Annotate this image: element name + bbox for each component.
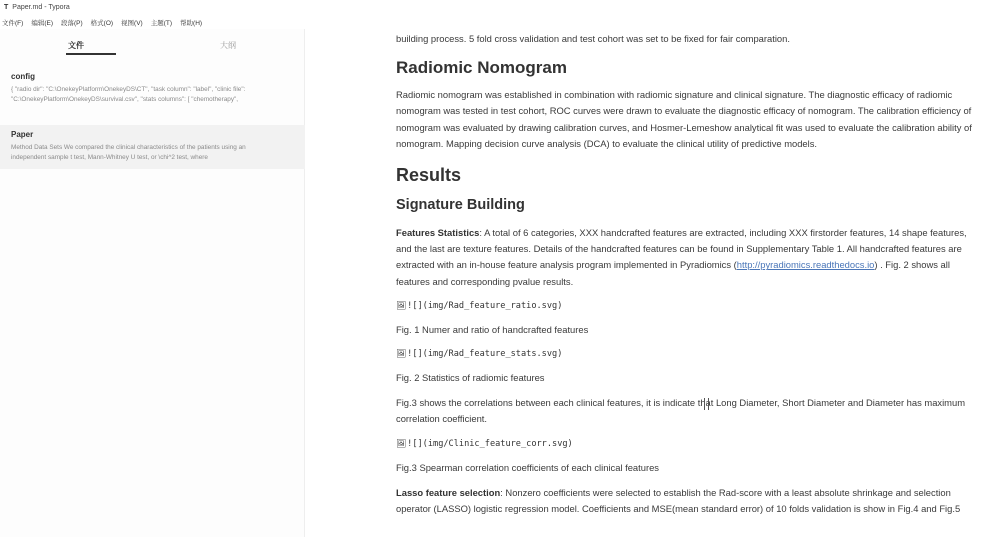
- menu-paragraph[interactable]: 段落(P): [60, 19, 83, 27]
- image-markdown-corr[interactable]: [396, 437, 981, 451]
- file-preview-line: { "radio dir": "C:\OnekeyPlatform\OnekeyDS\CT", "task column": "label", "clinic file":: [11, 86, 246, 93]
- paragraph-correlations[interactable]: Fig.3 shows the correlations between each clinical features, it is indicate that Long Diameter, Short Diameter and Diameter has maximum correlation coefficient.: [396, 397, 966, 425]
- file-item-paper[interactable]: [0, 125, 305, 169]
- menu-format[interactable]: 格式(O): [90, 19, 114, 27]
- heading-signature-building[interactable]: Signature Building: [396, 197, 525, 214]
- menu-edit[interactable]: 编辑(E): [31, 19, 53, 27]
- image-source: ![](img/Rad_feature_stats.svg): [407, 349, 563, 360]
- broken-image-icon: 🖼: [396, 349, 407, 359]
- image-source: ![](img/Rad_feature_ratio.svg): [407, 300, 563, 311]
- lasso-text: : Nonzero coefficients were selected to establish the Rad-score with a least absolute shrinkage and selection operator (LASSO) logistic regression model. Coefficients and MSE(mean standard error) of 10 folds validation is show in Fig.4 and Fig.5: [396, 486, 961, 515]
- window-title: Paper.md - Typora: [12, 4, 70, 11]
- heading-radiomic-nomogram[interactable]: Radiomic Nomogram: [396, 58, 567, 78]
- file-preview-line: independent sample t test, Mann-Whitney U test, or \chi^2 test, where: [11, 154, 208, 161]
- document-content[interactable]: [396, 29, 981, 517]
- broken-image-icon: 🖼: [396, 300, 407, 310]
- menu-help[interactable]: 帮助(H): [180, 19, 203, 27]
- menu-bar: [0, 15, 1000, 29]
- image-source: ![](img/Clinic_feature_corr.svg): [407, 438, 573, 449]
- caption-fig3[interactable]: Fig.3 Spearman correlation coefficients of each clinical features: [396, 461, 659, 473]
- paragraph-partial[interactable]: building process. 5 fold cross validation and test cohort was set to be fixed for fair comparation.: [396, 33, 790, 44]
- file-name: config: [11, 72, 35, 81]
- broken-image-icon: 🖼: [396, 438, 407, 448]
- tab-outline[interactable]: 大纲: [220, 41, 236, 50]
- tab-files[interactable]: 文件: [68, 41, 84, 50]
- sidebar-tabs: [0, 29, 304, 57]
- image-markdown-ratio[interactable]: [396, 299, 981, 313]
- heading-results[interactable]: Results: [396, 165, 462, 186]
- menu-theme[interactable]: 主题(T): [150, 19, 173, 27]
- pyradiomics-link[interactable]: http://pyradiomics.readthedocs.io: [736, 259, 875, 271]
- active-tab-indicator: [66, 53, 116, 55]
- file-name: Paper: [11, 130, 34, 139]
- paragraph-nomogram[interactable]: Radiomic nomogram was established in combination with radiomic signature and clinical signature. The diagnostic efficacy of radiomic nomogram was tested in test cohort, ROC curves were drawn to evaluate the diagnostic efficacy of nomogram. The calibration efficiency of nomogram was evaluated by drawing calibration curves, and Hosmer-Lemeshow analytical fit was used to evaluate the calibration ability of nomogram. Mapping decision curve analysis (DCA) to evaluate the clinical utility of predictive models.: [396, 89, 972, 149]
- sidebar: [0, 29, 305, 537]
- menu-file[interactable]: 文件(F): [2, 19, 24, 27]
- image-markdown-stats[interactable]: [396, 347, 981, 361]
- menu-view[interactable]: 视图(V): [121, 19, 143, 27]
- features-statistics-tail: ) . Fig. 2 shows all features and corresponding pvalue results.: [396, 259, 950, 287]
- paragraph-features-statistics[interactable]: [396, 225, 981, 290]
- features-statistics-text: : A total of 6 categories, XXX handcrafted features are extracted, including XXX firstorder features, 14 shape features, and the last are texture features. Details of the handcrafted features can be found in Supplementary Table 1. All handcrafted features are extracted with an in-house feature analysis program implemented in Pyradiomics (: [396, 227, 967, 271]
- editor-pane[interactable]: [305, 29, 1000, 537]
- features-statistics-label: Features Statistics: [396, 227, 480, 239]
- paragraph-lasso[interactable]: [396, 485, 981, 517]
- file-item-config[interactable]: [0, 67, 305, 111]
- file-list: [0, 67, 305, 169]
- title-bar: [0, 0, 1000, 15]
- caption-fig2[interactable]: Fig. 2 Statistics of radiomic features: [396, 372, 545, 384]
- file-preview-line: "C:\OnekeyPlatform\OnekeyDS\survival.csv", "stats columns": [ "chemotherapy",: [11, 96, 239, 103]
- file-preview-line: Method Data Sets We compared the clinical characteristics of the patients using an: [11, 144, 246, 151]
- caption-fig1[interactable]: Fig. 1 Numer and ratio of handcrafted features: [396, 323, 589, 335]
- lasso-label: Lasso feature selection: [396, 486, 501, 498]
- text-cursor-icon: [704, 398, 709, 410]
- typora-logo-icon: T: [4, 4, 9, 11]
